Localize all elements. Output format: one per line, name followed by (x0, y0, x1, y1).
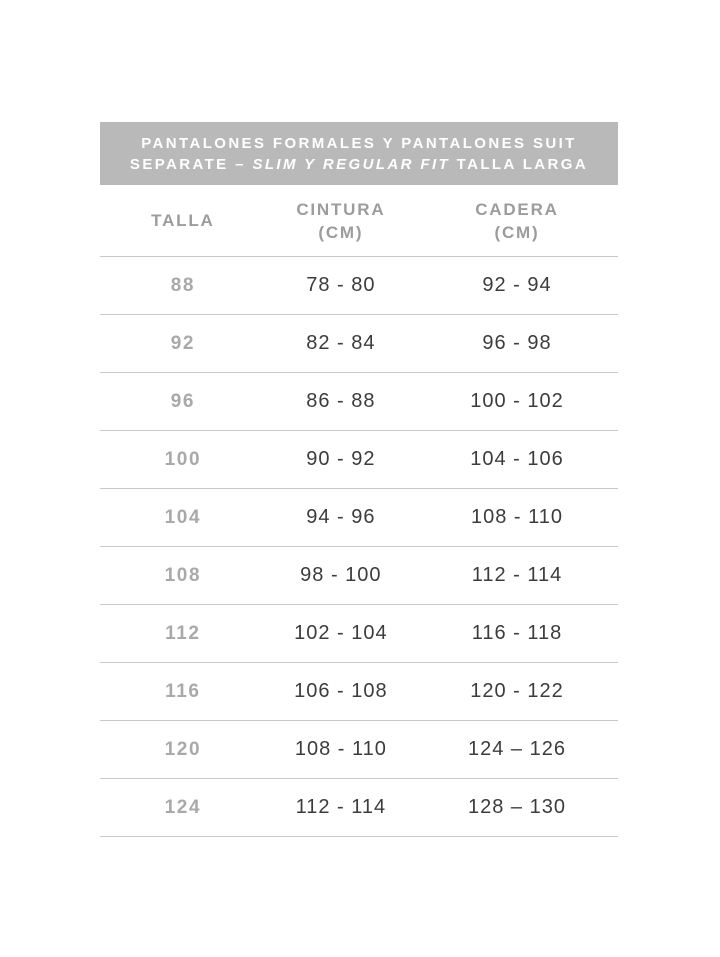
column-header-cadera (416, 198, 618, 244)
size-chart (100, 122, 618, 837)
size-cell: 116 (165, 680, 201, 702)
waist-cell: 86 - 88 (306, 390, 376, 412)
waist-cell: 108 - 110 (294, 738, 387, 760)
table-row (100, 373, 618, 431)
waist-cell: 102 - 104 (294, 622, 388, 644)
hip-cell: 124 – 126 (467, 738, 566, 760)
size-cell: 100 (164, 448, 202, 470)
table-row (100, 315, 618, 373)
column-header-row (100, 185, 618, 256)
size-cell: 124 (164, 796, 202, 818)
table-row (100, 663, 618, 721)
table-row (100, 257, 618, 315)
size-cell: 88 (170, 274, 196, 296)
column-header-cintura (266, 198, 416, 244)
hip-cell: 120 - 122 (470, 680, 564, 702)
waist-cell: 94 - 96 (306, 506, 376, 528)
size-cell: 112 (165, 622, 201, 644)
table-row (100, 489, 618, 547)
size-cell: 92 (170, 332, 196, 354)
table-row (100, 779, 618, 837)
table-row (100, 721, 618, 779)
waist-cell: 106 - 108 (294, 680, 388, 702)
waist-cell: 90 - 92 (306, 448, 376, 470)
column-header-label: TALLA (151, 211, 215, 230)
size-cell: 104 (164, 506, 202, 528)
hip-cell: 96 - 98 (482, 332, 552, 354)
size-chart-title (100, 122, 618, 185)
hip-cell: 104 - 106 (470, 448, 564, 470)
hip-cell: 100 - 102 (470, 390, 564, 412)
size-cell: 120 (164, 738, 202, 760)
hip-cell: 92 - 94 (482, 274, 552, 296)
hip-cell: 116 - 118 (471, 622, 563, 644)
hip-cell: 108 - 110 (470, 506, 563, 528)
title-segment: PANTALONES FORMALES Y PANTALONES SUIT (141, 134, 577, 152)
table-row (100, 547, 618, 605)
title-line (130, 154, 588, 175)
title-line (141, 133, 576, 154)
hip-cell: 128 – 130 (467, 796, 566, 818)
column-header-talla (100, 209, 266, 232)
size-chart-body (100, 256, 618, 837)
hip-cell: 112 - 114 (471, 564, 563, 586)
size-cell: 96 (170, 390, 196, 412)
waist-cell: 112 - 114 (295, 796, 387, 818)
title-segment: SEPARATE – (129, 155, 253, 173)
table-row (100, 605, 618, 663)
table-row (100, 431, 618, 489)
waist-cell: 82 - 84 (306, 332, 376, 354)
title-segment-italic: SLIM Y REGULAR FIT (252, 155, 451, 173)
waist-cell: 98 - 100 (300, 564, 382, 586)
column-header-label: CINTURA (296, 199, 386, 219)
title-segment: TALLA LARGA (450, 155, 589, 173)
column-header-unit: (CM) (318, 222, 364, 242)
column-header-label: CADERA (475, 199, 559, 219)
column-header-unit: (CM) (494, 222, 540, 242)
size-cell: 108 (164, 564, 202, 586)
waist-cell: 78 - 80 (306, 274, 376, 296)
